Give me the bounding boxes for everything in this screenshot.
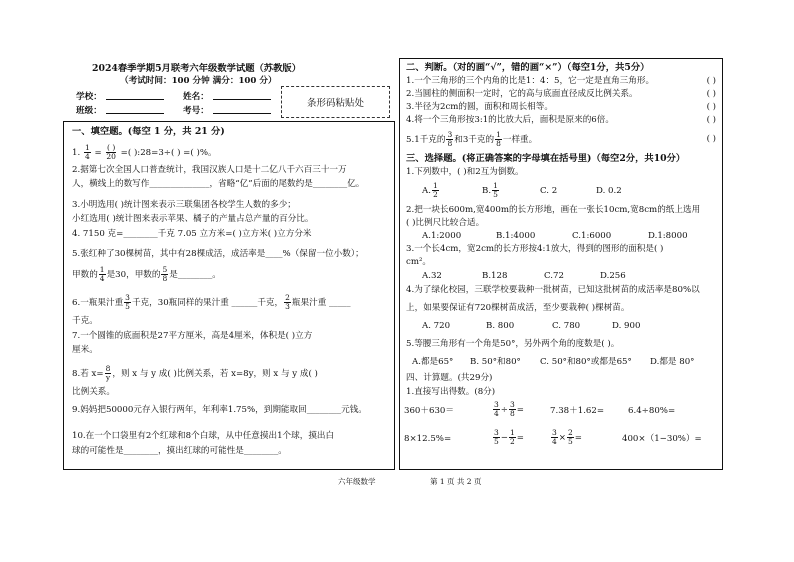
question-6-line2: 千克。 [72, 316, 98, 326]
choice-1-option-b[interactable]: B. $\frac{1}{5}$ [482, 181, 498, 199]
calc-6: $\frac{3}{5}$ − $\frac{1}{2}$ = [494, 428, 524, 446]
class-field[interactable] [106, 102, 164, 114]
exam-no-field[interactable] [213, 102, 271, 114]
choice-1: 1.下列数中，( )和2互为倒数。 [406, 167, 524, 177]
choice-3-option-d[interactable]: D.256 [600, 271, 626, 281]
fraction: $\frac{1}{4}$ [84, 143, 90, 161]
choice-3-option-b[interactable]: B.128 [482, 271, 508, 281]
fraction: $\frac{1}{2}$ [509, 428, 515, 446]
choice-5-option-c[interactable]: C. 50°和80°或都是65° [540, 357, 632, 367]
fraction: $\frac{3}{4}$ [552, 428, 557, 446]
exam-info: （考试时间：100 分钟 满分：100 分） [120, 76, 277, 86]
school-label: 学校： [76, 92, 102, 102]
calc-5: 8×12.5%= [404, 434, 452, 444]
footer-page: 第 1 页 共 2 页 [430, 477, 482, 486]
choice-2-option-a[interactable]: A.1:2000 [422, 231, 462, 241]
choice-5-option-b[interactable]: B. 50°和80° [470, 357, 521, 367]
fraction: $\frac{3}{8}$ [447, 130, 453, 148]
choice-5: 5.等腰三角形有一个角是50°，另外两个角的度数是( )。 [406, 339, 620, 349]
choice-5-option-a[interactable]: A.都是65° [412, 357, 454, 367]
choice-5-option-d[interactable]: D.都是 80° [650, 357, 695, 367]
question-2-line1: 2.据第七次全国人口普查统计，我国汉族人口是十二亿八千六百三十一万 [72, 165, 347, 175]
question-4: 4. 7150 克=________千克 7.05 立方米=( )立方米( )立方分米 [72, 229, 312, 239]
judge-3: 3.半径为2cm的圆，面积和周长相等。 [406, 102, 553, 112]
question-8-line2: 比例关系。 [72, 387, 115, 397]
question-7-line1: 7.一个圆锥的底面积是27平方厘米，高是4厘米，体积是( )立方 [72, 331, 313, 341]
footer-subject: 六年级数学 [338, 477, 376, 486]
exam-no-label: 考号： [183, 106, 209, 116]
choice-2-line2: ( )比例尺比较合适。 [406, 218, 485, 228]
fraction: $\frac{3}{8}$ [509, 400, 515, 418]
choice-1-option-c[interactable]: C. 2 [540, 186, 558, 196]
choice-2-option-d[interactable]: D.1:8000 [648, 231, 688, 241]
question-8: 8.若 x= $\frac{8}{y}$ ，则 x 与 y 成( )比例关系，若 x=8y，则 x 与 y 成( ) [72, 364, 318, 382]
question-5-line2: 甲数的 $\frac{1}{4}$ 是30，甲数的 $\frac{5}{8}$ 是________。 [72, 265, 221, 283]
section1-title: 一、填空题。(每空 1 分，共 21 分) [72, 126, 225, 137]
choice-3-option-c[interactable]: C.72 [544, 271, 564, 281]
question-3-line1: 3.小明选用( )统计图来表示三联集团各校学生人数的多少； [72, 200, 296, 210]
judge-5: 5.1千克的 $\frac{3}{8}$ 和3千克的 $\frac{1}{8}$ 一样重。 [406, 130, 538, 148]
calc-8: 400×（1−30%）= [622, 434, 702, 444]
question-7-line2: 厘米。 [72, 345, 98, 355]
right-sections [399, 58, 723, 470]
choice-4-option-d[interactable]: D. 900 [612, 321, 641, 331]
calc-2: $\frac{3}{4}$ ÷ $\frac{3}{8}$ = [494, 400, 524, 418]
name-field[interactable] [213, 88, 271, 100]
question-10-line1: 10.在一个口袋里有2个红球和8个白球，从中任意摸出1个球，摸出白 [72, 431, 335, 441]
judge-4-answer[interactable]: ( ) [706, 115, 716, 125]
class-label: 班级： [76, 106, 102, 116]
question-1: 1. $\frac{1}{4}$ = $\frac{( )}{20}$ =( ):28=3÷( ) =( )%。 [72, 143, 217, 161]
judge-5-answer[interactable]: ( ) [706, 134, 716, 144]
fraction: $\frac{5}{8}$ [162, 265, 168, 283]
school-field[interactable] [106, 88, 164, 100]
calc-1: 360＋630＝ [404, 406, 454, 416]
choice-2-line1: 2.把一块长600m,宽400m的长方形地，画在一张长10cm,宽8cm的纸上选用 [406, 205, 701, 215]
fraction: $\frac{3}{5}$ [494, 428, 499, 446]
question-9: 9.妈妈把50000元存入银行两年，年利率1.75%，到期能取回________元钱。 [72, 405, 367, 415]
barcode-label: 条形码粘贴处 [306, 98, 364, 109]
choice-3-option-a[interactable]: A.32 [422, 271, 442, 281]
question-5-line1: 5.张红种了30棵树苗，其中有28棵成活，成活率是____%（保留一位小数）； [72, 249, 364, 259]
choice-4-line1: 4.为了绿化校园，三联学校要栽种一批树苗，已知这批树苗的成活率是80%以 [406, 285, 700, 295]
exam-title: 2024春季学期5月联考六年级数学试题（苏教版） [92, 63, 301, 74]
choice-1-option-d[interactable]: D. 0.2 [596, 186, 622, 196]
question-3-line2: 小红选用( )统计图来表示苹果、橘子的产量占总产量的百分比。 [72, 214, 314, 224]
judge-3-answer[interactable]: ( ) [706, 102, 716, 112]
choice-4-line2: 上，如果要保证有720棵树苗成活，至少要栽种( )棵树苗。 [406, 303, 630, 313]
fraction: $\frac{( )}{20}$ [106, 143, 116, 161]
fraction: $\frac{1}{5}$ [493, 181, 498, 199]
fraction: $\frac{3}{4}$ [494, 400, 499, 418]
calc-3: 7.38＋1.62= [550, 406, 605, 416]
barcode-area [281, 86, 390, 118]
judge-4: 4.将一个三角形按3:1的比放大后，面积是原来的6倍。 [406, 115, 614, 125]
choice-2-option-c[interactable]: C.1:6000 [572, 231, 612, 241]
question-2-line2: 人，横线上的数写作______________，省略“亿”后面的尾数约是________亿。 [72, 179, 365, 189]
calc-7: $\frac{3}{4}$ × $\frac{2}{5}$ = [552, 428, 582, 446]
question-10-line2: 球的可能性是________，摸出红球的可能性是________。 [72, 446, 287, 456]
fraction: $\frac{2}{3}$ [285, 293, 290, 311]
judge-2-answer[interactable]: ( ) [706, 89, 716, 99]
fraction: $\frac{1}{4}$ [99, 265, 105, 283]
judge-1-answer[interactable]: ( ) [706, 76, 716, 86]
fraction: $\frac{1}{2}$ [432, 181, 438, 199]
choice-4-option-a[interactable]: A. 720 [422, 321, 451, 331]
choice-1-option-a[interactable]: A. $\frac{1}{2}$ [422, 181, 438, 199]
choice-3-line1: 3.一个长4cm，宽2cm的长方形按4:1放大，得到的图形的面积是( ) [406, 244, 664, 254]
section3-title: 三、选择题。(将正确答案的字母填在括号里)（每空2分，共10分） [406, 153, 686, 164]
fraction: $\frac{1}{8}$ [496, 130, 501, 148]
choice-4-option-b[interactable]: B. 800 [486, 321, 515, 331]
judge-1: 1.一个三角形的三个内角的比是1：4：5，它一定是直角三角形。 [406, 76, 655, 86]
question-6: 6.一瓶果汁重 $\frac{3}{5}$ 千克，30瓶同样的果汁重 ______千克， $\frac{2}{3}$ 瓶果汁重 _____ [72, 293, 351, 311]
section2-title: 二、判断。（对的画“√”，错的画“×”）（每空1分，共5分） [406, 62, 650, 73]
fill-in-section [63, 121, 395, 470]
choice-2-option-b[interactable]: B.1:4000 [496, 231, 536, 241]
calc-4: 6.4÷80%= [628, 406, 676, 416]
fraction: $\frac{8}{y}$ [105, 364, 111, 382]
fraction: $\frac{3}{5}$ [125, 293, 130, 311]
choice-4-option-c[interactable]: C. 780 [552, 321, 581, 331]
judge-2: 2.当圆柱的侧面积一定时，它的高与底面直径成反比例关系。 [406, 89, 638, 99]
section4-title: 四、计算题。(共29分) [406, 373, 493, 383]
choice-3-line2: cm²。 [406, 257, 432, 267]
fraction: $\frac{2}{5}$ [567, 428, 573, 446]
name-label: 姓名： [183, 92, 209, 102]
calc-subtitle: 1.直接写出得数。(8分) [406, 387, 496, 397]
